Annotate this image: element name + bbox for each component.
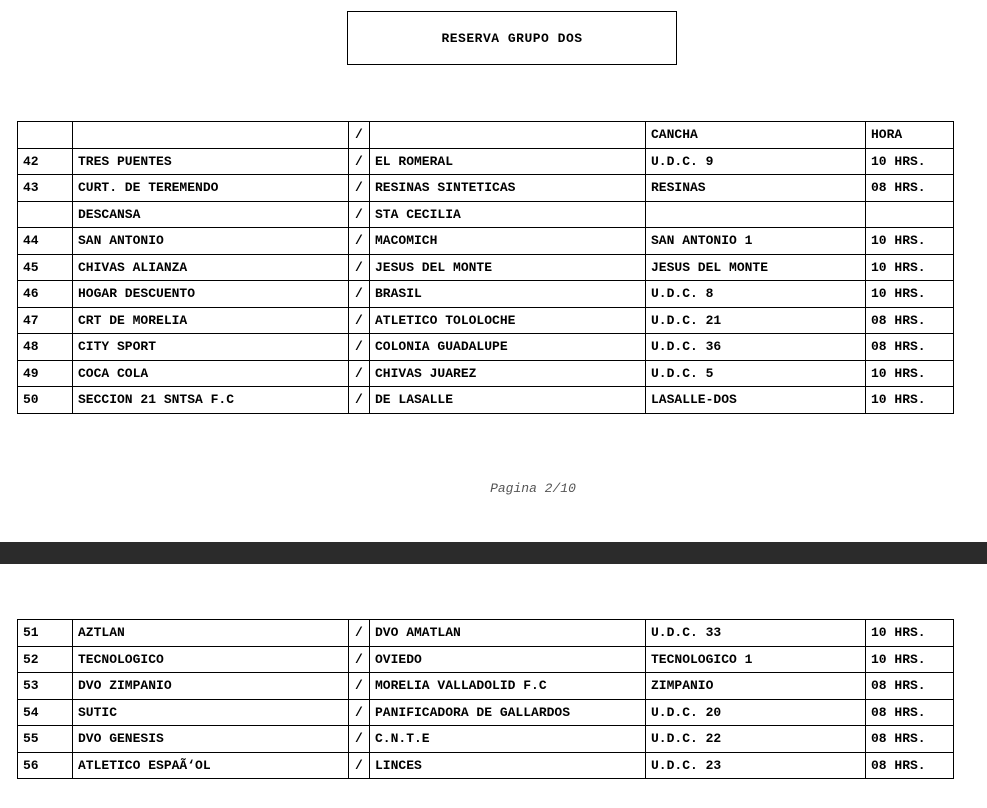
cancha-cell bbox=[646, 201, 866, 228]
hora-cell: 10 HRS. bbox=[866, 620, 954, 647]
table-row bbox=[18, 646, 954, 673]
match-number-cell: 42 bbox=[18, 148, 73, 175]
match-number-cell bbox=[18, 201, 73, 228]
away-team-cell: PANIFICADORA DE GALLARDOS bbox=[370, 699, 646, 726]
hora-cell: 08 HRS. bbox=[866, 334, 954, 361]
home-team-cell: TECNOLOGICO bbox=[73, 646, 349, 673]
cancha-cell: LASALLE-DOS bbox=[646, 387, 866, 414]
match-number-cell: 44 bbox=[18, 228, 73, 255]
hora-cell: 10 HRS. bbox=[866, 360, 954, 387]
page-separator bbox=[0, 542, 987, 564]
away-team-cell: BRASIL bbox=[370, 281, 646, 308]
match-number-cell: 46 bbox=[18, 281, 73, 308]
vs-separator-cell: / bbox=[349, 673, 370, 700]
home-team-cell: CITY SPORT bbox=[73, 334, 349, 361]
match-number-cell: 49 bbox=[18, 360, 73, 387]
match-number-cell: 53 bbox=[18, 673, 73, 700]
vs-separator-cell: / bbox=[349, 228, 370, 255]
cancha-cell: U.D.C. 22 bbox=[646, 726, 866, 753]
hora-cell bbox=[866, 201, 954, 228]
vs-separator-cell: / bbox=[349, 646, 370, 673]
match-number-cell: 47 bbox=[18, 307, 73, 334]
away-team-cell: EL ROMERAL bbox=[370, 148, 646, 175]
home-team-cell: SECCION 21 SNTSA F.C bbox=[73, 387, 349, 414]
hora-cell: 10 HRS. bbox=[866, 228, 954, 255]
match-number-cell: 48 bbox=[18, 334, 73, 361]
document-title: RESERVA GRUPO DOS bbox=[347, 11, 677, 65]
hora-cell: 08 HRS. bbox=[866, 175, 954, 202]
home-team-cell: CURT. DE TEREMENDO bbox=[73, 175, 349, 202]
home-team-cell: HOGAR DESCUENTO bbox=[73, 281, 349, 308]
match-number-cell: 50 bbox=[18, 387, 73, 414]
table-row bbox=[18, 620, 954, 647]
cancha-cell: U.D.C. 23 bbox=[646, 752, 866, 779]
vs-separator-cell: / bbox=[349, 334, 370, 361]
table-row bbox=[18, 175, 954, 202]
away-team-cell: STA CECILIA bbox=[370, 201, 646, 228]
home-team-cell: DVO GENESIS bbox=[73, 726, 349, 753]
away-team-cell: JESUS DEL MONTE bbox=[370, 254, 646, 281]
schedule-table-page-2 bbox=[17, 619, 954, 779]
hora-cell: 08 HRS. bbox=[866, 726, 954, 753]
match-number-cell: 51 bbox=[18, 620, 73, 647]
away-team-cell: MACOMICH bbox=[370, 228, 646, 255]
match-number-cell: 43 bbox=[18, 175, 73, 202]
table-row bbox=[18, 726, 954, 753]
match-number-cell: 56 bbox=[18, 752, 73, 779]
away-team-cell: DE LASALLE bbox=[370, 387, 646, 414]
home-team-cell: ATLETICO ESPAÃ‘OL bbox=[73, 752, 349, 779]
match-number-cell: 52 bbox=[18, 646, 73, 673]
header-vs-separator: / bbox=[349, 122, 370, 149]
vs-separator-cell: / bbox=[349, 620, 370, 647]
hora-cell: 08 HRS. bbox=[866, 673, 954, 700]
cancha-cell: SAN ANTONIO 1 bbox=[646, 228, 866, 255]
header-home-team bbox=[73, 122, 349, 149]
away-team-cell: ATLETICO TOLOLOCHE bbox=[370, 307, 646, 334]
match-number-cell: 55 bbox=[18, 726, 73, 753]
table-row bbox=[18, 307, 954, 334]
table-row bbox=[18, 201, 954, 228]
away-team-cell: COLONIA GUADALUPE bbox=[370, 334, 646, 361]
table-row bbox=[18, 387, 954, 414]
cancha-cell: U.D.C. 21 bbox=[646, 307, 866, 334]
vs-separator-cell: / bbox=[349, 387, 370, 414]
hora-cell: 10 HRS. bbox=[866, 254, 954, 281]
home-team-cell: SAN ANTONIO bbox=[73, 228, 349, 255]
vs-separator-cell: / bbox=[349, 699, 370, 726]
home-team-cell: SUTIC bbox=[73, 699, 349, 726]
hora-cell: 10 HRS. bbox=[866, 281, 954, 308]
away-team-cell: C.N.T.E bbox=[370, 726, 646, 753]
vs-separator-cell: / bbox=[349, 175, 370, 202]
table-row bbox=[18, 673, 954, 700]
hora-cell: 10 HRS. bbox=[866, 148, 954, 175]
cancha-cell: U.D.C. 33 bbox=[646, 620, 866, 647]
away-team-cell: OVIEDO bbox=[370, 646, 646, 673]
away-team-cell: RESINAS SINTETICAS bbox=[370, 175, 646, 202]
home-team-cell: CHIVAS ALIANZA bbox=[73, 254, 349, 281]
away-team-cell: MORELIA VALLADOLID F.C bbox=[370, 673, 646, 700]
table-row bbox=[18, 148, 954, 175]
vs-separator-cell: / bbox=[349, 281, 370, 308]
hora-cell: 08 HRS. bbox=[866, 752, 954, 779]
hora-cell: 08 HRS. bbox=[866, 699, 954, 726]
hora-cell: 10 HRS. bbox=[866, 646, 954, 673]
home-team-cell: CRT DE MORELIA bbox=[73, 307, 349, 334]
home-team-cell: DVO ZIMPANIO bbox=[73, 673, 349, 700]
hora-cell: 08 HRS. bbox=[866, 307, 954, 334]
header-hora: HORA bbox=[866, 122, 954, 149]
match-number-cell: 54 bbox=[18, 699, 73, 726]
vs-separator-cell: / bbox=[349, 201, 370, 228]
home-team-cell: COCA COLA bbox=[73, 360, 349, 387]
cancha-cell: U.D.C. 20 bbox=[646, 699, 866, 726]
table-row bbox=[18, 752, 954, 779]
table-row bbox=[18, 281, 954, 308]
cancha-cell: U.D.C. 9 bbox=[646, 148, 866, 175]
away-team-cell: CHIVAS JUAREZ bbox=[370, 360, 646, 387]
hora-cell: 10 HRS. bbox=[866, 387, 954, 414]
vs-separator-cell: / bbox=[349, 752, 370, 779]
table-row bbox=[18, 699, 954, 726]
schedule-table-page-1 bbox=[17, 121, 954, 414]
table-row bbox=[18, 254, 954, 281]
vs-separator-cell: / bbox=[349, 148, 370, 175]
cancha-cell: U.D.C. 8 bbox=[646, 281, 866, 308]
cancha-cell: ZIMPANIO bbox=[646, 673, 866, 700]
vs-separator-cell: / bbox=[349, 307, 370, 334]
table-row bbox=[18, 334, 954, 361]
header-cancha: CANCHA bbox=[646, 122, 866, 149]
cancha-cell: U.D.C. 5 bbox=[646, 360, 866, 387]
cancha-cell: U.D.C. 36 bbox=[646, 334, 866, 361]
home-team-cell: DESCANSA bbox=[73, 201, 349, 228]
table-row bbox=[18, 360, 954, 387]
table-header-row bbox=[18, 122, 954, 149]
vs-separator-cell: / bbox=[349, 254, 370, 281]
cancha-cell: RESINAS bbox=[646, 175, 866, 202]
vs-separator-cell: / bbox=[349, 360, 370, 387]
header-away-team bbox=[370, 122, 646, 149]
home-team-cell: AZTLAN bbox=[73, 620, 349, 647]
table-row bbox=[18, 228, 954, 255]
away-team-cell: LINCES bbox=[370, 752, 646, 779]
header-match-number bbox=[18, 122, 73, 149]
vs-separator-cell: / bbox=[349, 726, 370, 753]
away-team-cell: DVO AMATLAN bbox=[370, 620, 646, 647]
cancha-cell: TECNOLOGICO 1 bbox=[646, 646, 866, 673]
match-number-cell: 45 bbox=[18, 254, 73, 281]
cancha-cell: JESUS DEL MONTE bbox=[646, 254, 866, 281]
home-team-cell: TRES PUENTES bbox=[73, 148, 349, 175]
page-indicator: Pagina 2/10 bbox=[490, 481, 576, 496]
